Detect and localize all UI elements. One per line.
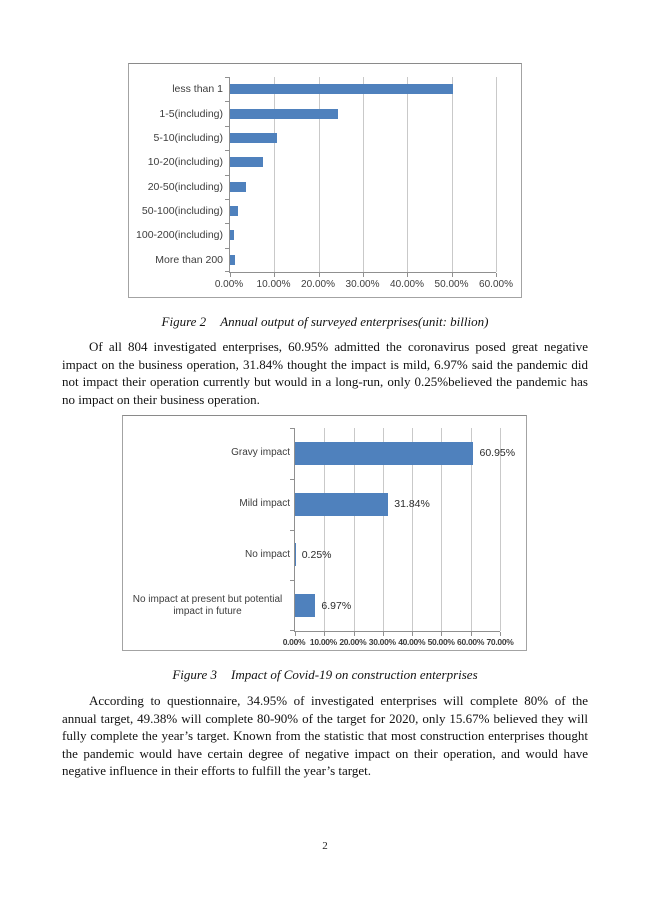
- x-axis-tick-label: 50.00%: [427, 637, 455, 647]
- body-paragraph-2: According to questionnaire, 34.95% of investigated enterprises will complete 80% of the annual target, 49.38% will complete 80-90% of the target for 2020, only 15.67% believed they will fully complete the year’s target. Known from the statistic that most construction enterprises thought the pandemic would have certain degree of negative impact on their operation, and would have negative influence in their efforts to fulfill the year’s target.: [62, 693, 588, 778]
- gridline: [496, 77, 497, 272]
- category-axis-tick: [225, 101, 229, 102]
- figure3-caption-text: Impact of Covid-19 on construction enterprises: [231, 667, 478, 682]
- category-label: No impact: [244, 548, 290, 560]
- figure2-category-axis: [129, 77, 223, 273]
- gridline: [363, 77, 364, 272]
- x-axis-tick: [230, 273, 231, 277]
- category-axis-tick: [225, 248, 229, 249]
- x-axis-tick-label: 60.00%: [457, 637, 485, 647]
- figure2-plot-area: [229, 77, 496, 273]
- gridline: [274, 77, 275, 272]
- bar: [295, 543, 296, 566]
- figure2-caption: [0, 314, 650, 330]
- figure3-value-axis: [282, 637, 514, 649]
- x-axis-tick-label: 20.00%: [339, 637, 367, 647]
- figure3-caption: [0, 667, 650, 683]
- category-label: 50-100(including): [141, 205, 223, 218]
- body-paragraph-1: Of all 804 investigated enterprises, 60.95% admitted the coronavirus posed great negative impact on the business operation, 31.84% thought the impact is mild, 6.97% said the pandemic did not impact their operation currently but would in a long-run, only 0.25%believed the pandemic has no impact on their business operation.: [62, 339, 588, 407]
- x-axis-tick: [363, 273, 364, 277]
- category-label: 1-5(including): [159, 107, 223, 120]
- x-axis-tick-label: 50.00%: [434, 279, 469, 290]
- bar-value-label: 60.95%: [479, 447, 516, 460]
- category-label: Mild impact: [239, 498, 290, 510]
- bar-value-label: 31.84%: [394, 498, 430, 511]
- bar-value-label: 0.25%: [301, 548, 332, 561]
- bar: [230, 255, 235, 265]
- category-label: No impact at present but potential impact in future: [132, 593, 283, 617]
- category-axis-tick: [290, 580, 294, 581]
- x-axis-tick-label: 10.00%: [309, 637, 337, 647]
- figure3-caption-label: Figure 3: [172, 667, 218, 682]
- category-axis-tick: [225, 223, 229, 224]
- bar: [230, 206, 238, 216]
- x-axis-tick: [324, 632, 325, 636]
- category-axis-tick: [290, 530, 294, 531]
- x-axis-tick: [441, 632, 442, 636]
- bar: [295, 594, 315, 617]
- category-label: 20-50(including): [147, 180, 223, 193]
- page-number: 2: [322, 840, 328, 852]
- x-axis-tick-label: 20.00%: [301, 279, 335, 290]
- bar: [230, 157, 263, 167]
- x-axis-tick: [295, 632, 296, 636]
- figure3-bar-chart: [122, 415, 527, 651]
- gridline: [319, 77, 320, 272]
- x-axis-tick-label: 0.00%: [214, 279, 244, 290]
- figure2-caption-text: Annual output of surveyed enterprises(unit: billion): [220, 314, 489, 329]
- bar: [230, 84, 453, 94]
- bar: [230, 182, 246, 192]
- x-axis-tick: [407, 273, 408, 277]
- x-axis-tick-label: 30.00%: [368, 637, 396, 647]
- category-label: More than 200: [155, 253, 223, 266]
- bar: [230, 109, 338, 119]
- bar: [230, 230, 234, 240]
- category-axis-tick: [225, 77, 229, 78]
- category-axis-tick: [225, 271, 229, 272]
- x-axis-tick: [383, 632, 384, 636]
- x-axis-tick: [452, 273, 453, 277]
- x-axis-tick-label: 0.00%: [282, 637, 306, 647]
- category-axis-tick: [225, 175, 229, 176]
- x-axis-tick: [496, 273, 497, 277]
- x-axis-tick: [412, 632, 413, 636]
- category-axis-tick: [290, 630, 294, 631]
- category-label: less than 1: [172, 83, 223, 96]
- bar-value-label: 6.97%: [321, 599, 352, 612]
- category-label: 5-10(including): [153, 131, 223, 144]
- figure3-category-axis: [125, 428, 290, 632]
- bar: [230, 133, 277, 143]
- x-axis-tick: [500, 632, 501, 636]
- figure3-plot-area: [294, 428, 516, 632]
- x-axis-tick-label: 70.00%: [486, 637, 514, 647]
- category-axis-tick: [225, 199, 229, 200]
- x-axis-tick: [471, 632, 472, 636]
- bar: [295, 442, 473, 465]
- x-axis-tick: [319, 273, 320, 277]
- x-axis-tick-label: 60.00%: [479, 279, 513, 290]
- x-axis-tick-label: 30.00%: [345, 279, 380, 290]
- category-label: 10-20(including): [147, 156, 223, 169]
- x-axis-tick-label: 40.00%: [398, 637, 426, 647]
- category-axis-tick: [290, 428, 294, 429]
- gridline: [407, 77, 408, 272]
- category-axis-tick: [225, 126, 229, 127]
- bar: [295, 493, 388, 516]
- gridline: [452, 77, 453, 272]
- x-axis-tick-label: 40.00%: [390, 279, 424, 290]
- category-axis-tick: [225, 150, 229, 151]
- category-label: Gravy impact: [231, 447, 290, 459]
- category-label: 100-200(including): [136, 229, 223, 242]
- x-axis-tick: [274, 273, 275, 277]
- figure2-caption-label: Figure 2: [161, 314, 207, 329]
- x-axis-tick: [354, 632, 355, 636]
- figure2-value-axis: [214, 279, 513, 293]
- x-axis-tick-label: 10.00%: [256, 279, 291, 290]
- category-axis-tick: [290, 479, 294, 480]
- figure2-bar-chart: [128, 63, 522, 298]
